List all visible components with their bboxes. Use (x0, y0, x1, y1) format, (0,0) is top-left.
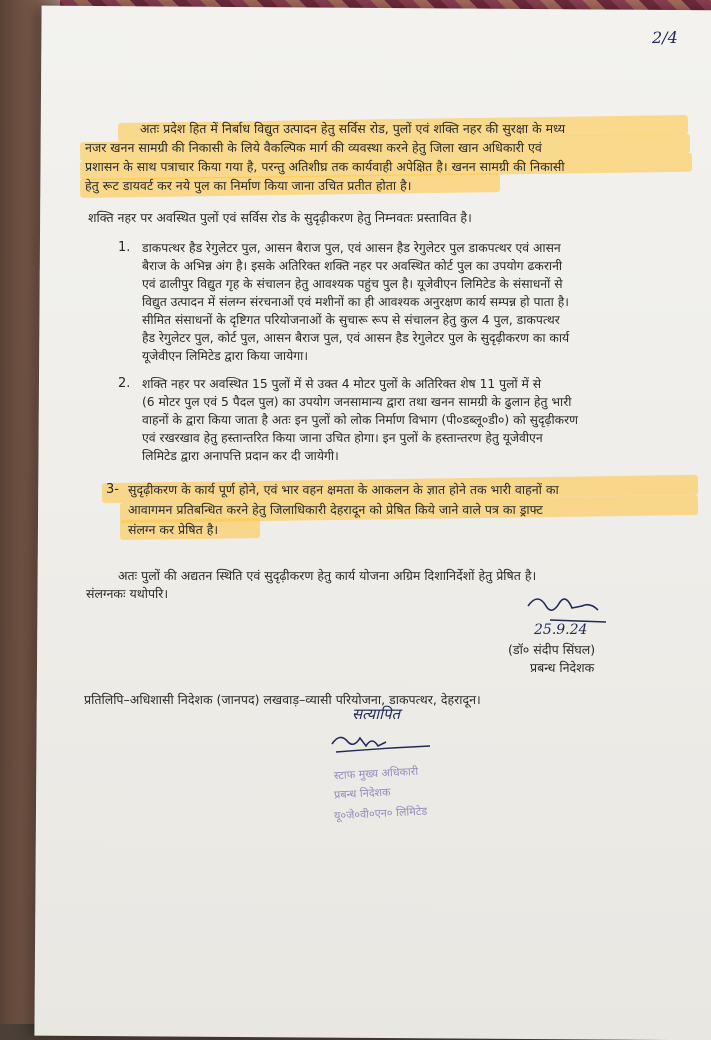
item-number: 1. (118, 240, 131, 255)
item-line: बैराज के अभिन्न अंग है। इसके अतिरिक्त शक्ति नहर पर अवस्थित कोर्ट पुल का उपयोग ढकरानी (142, 259, 563, 273)
intro-line: नजर खनन सामग्री की निकासी के लिये वैकल्पिक मार्ग की व्यवस्था करने हेतु जिला खान अधिकारी एवं (85, 140, 542, 155)
item-line: लिमिटेड द्वारा अनापत्ति प्रदान कर दी जायेगी। (142, 449, 339, 463)
intro-line: प्रशासन के साथ पत्राचार किया गया है, परन्तु अतिशीघ्र तक कार्यवाही अपेक्षित है। खनन सामग्री की निकासी (85, 159, 565, 174)
closing-line: अतः पुलों की अद्यतन स्थिति एवं सुदृढ़ीकरण हेतु कार्य योजना अग्रिम दिशानिर्देशों हेतु प्रेषित है। (118, 568, 537, 583)
item-line: संलग्न कर प्रेषित है। (128, 522, 219, 537)
stamp-line: यू०जे०वी०एन० लिमिटेड (333, 804, 428, 823)
enclosure-line: संलग्नकः यथोपरि। (86, 586, 169, 601)
proposal-heading: शक्ति नहर पर अवस्थित पुलों एवं सर्विस रोड के सुदृढ़ीकरण हेतु निम्नवतः प्रस्तावित है। (88, 210, 472, 225)
attestation-signature (326, 724, 436, 758)
signature-date: 25.9.24 (534, 622, 588, 638)
intro-line: हेतु रूट डायवर्ट कर नये पुल का निर्माण किया जाना उचित प्रतीत होता है। (85, 178, 412, 193)
item-line: वाहनों के द्वारा किया जाता है अतः इन पुलों को लोक निर्माण विभाग (पी०डब्लू०डी०) को सुदृढ़ीकरण (142, 413, 578, 427)
item-number: 3- (106, 482, 119, 497)
signatory-name: (डॉ० संदीप सिंघल) (508, 642, 596, 657)
item-line: विद्युत उत्पादन में संलग्न संरचनाओं एवं मशीनों का ही आवश्यक अनुरक्षण कार्य सम्पन्न हो पाता है। (142, 295, 569, 309)
item-line: हैड रेगुलेटर पुल, कोर्ट पुल, आसन बैराज पुल, एवं आसन हैड रेगुलेटर पुल के सुदृढ़ीकरण का कार्य (142, 331, 570, 345)
item-line: सीमित संसाधनों के दृष्टिगत परियोजनाओं के सुचारू रूप से संचालन हेतु कुल 4 पुल, डाकपत्थर (142, 313, 560, 327)
item-line: सुदृढ़ीकरण के कार्य पूर्ण होने, एवं भार वहन क्षमता के आकलन के ज्ञात होने तक भारी वाहनों का (128, 482, 559, 497)
item-line: शक्ति नहर पर अवस्थित 15 पुलों में से उक्त 4 मोटर पुलों के अतिरिक्त शेष 11 पुलों में से (142, 377, 542, 391)
item-line: आवागमन प्रतिबन्धित करने हेतु जिलाधिकारी देहरादून को प्रेषित किये जाने वाले पत्र का ड्राफ्ट (128, 502, 543, 517)
signatory-title: प्रबन्ध निदेशक (530, 660, 595, 675)
copy-to-line: प्रतिलिपि–अधिशासी निदेशक (जानपद) लखवाड़–व्यासी परियोजना, डाकपत्थर, देहरादून। (84, 692, 481, 707)
item-line: एवं ढालीपुर विद्युत गृह के संचालन हेतु आवश्यक पहुंच पुल है। यूजेवीएन लिमिटेड के संसाधनों से (142, 277, 563, 291)
item-line: डाकपत्थर हैड रेगुलेटर पुल, आसन बैराज पुल, एवं आसन हैड रेगुलेटर पुल डाकपत्थर एवं आसन (142, 241, 561, 255)
stamp-line: प्रबन्ध निदेशक (333, 785, 391, 802)
intro-line: अतः प्रदेश हित में निर्बाध विद्युत उत्पादन हेतु सर्विस रोड, पुलों एवं शक्ति नहर की सुरक्षा के मध्य (140, 121, 566, 136)
attested-label: सत्यापित (352, 705, 401, 723)
page-number: 2/4 (652, 28, 678, 47)
stamp-line: स्टाफ मुख्य अधिकारी (333, 764, 419, 783)
item-line: यूजेवीएन लिमिटेड द्वारा किया जायेगा। (142, 349, 309, 363)
item-line: एवं रखरखाव हेतु हस्तान्तरित किया जाना उचित होगा। इन पुलों के हस्तान्तरण हेतु यूजेवीएन (142, 431, 543, 445)
item-line: (6 मोटर पुल एवं 5 पैदल पुल) का उपयोग जनसामान्य द्वारा तथा खनन सामग्री के ढुलान हेतु भारी (142, 395, 572, 409)
item-number: 2. (118, 376, 131, 391)
